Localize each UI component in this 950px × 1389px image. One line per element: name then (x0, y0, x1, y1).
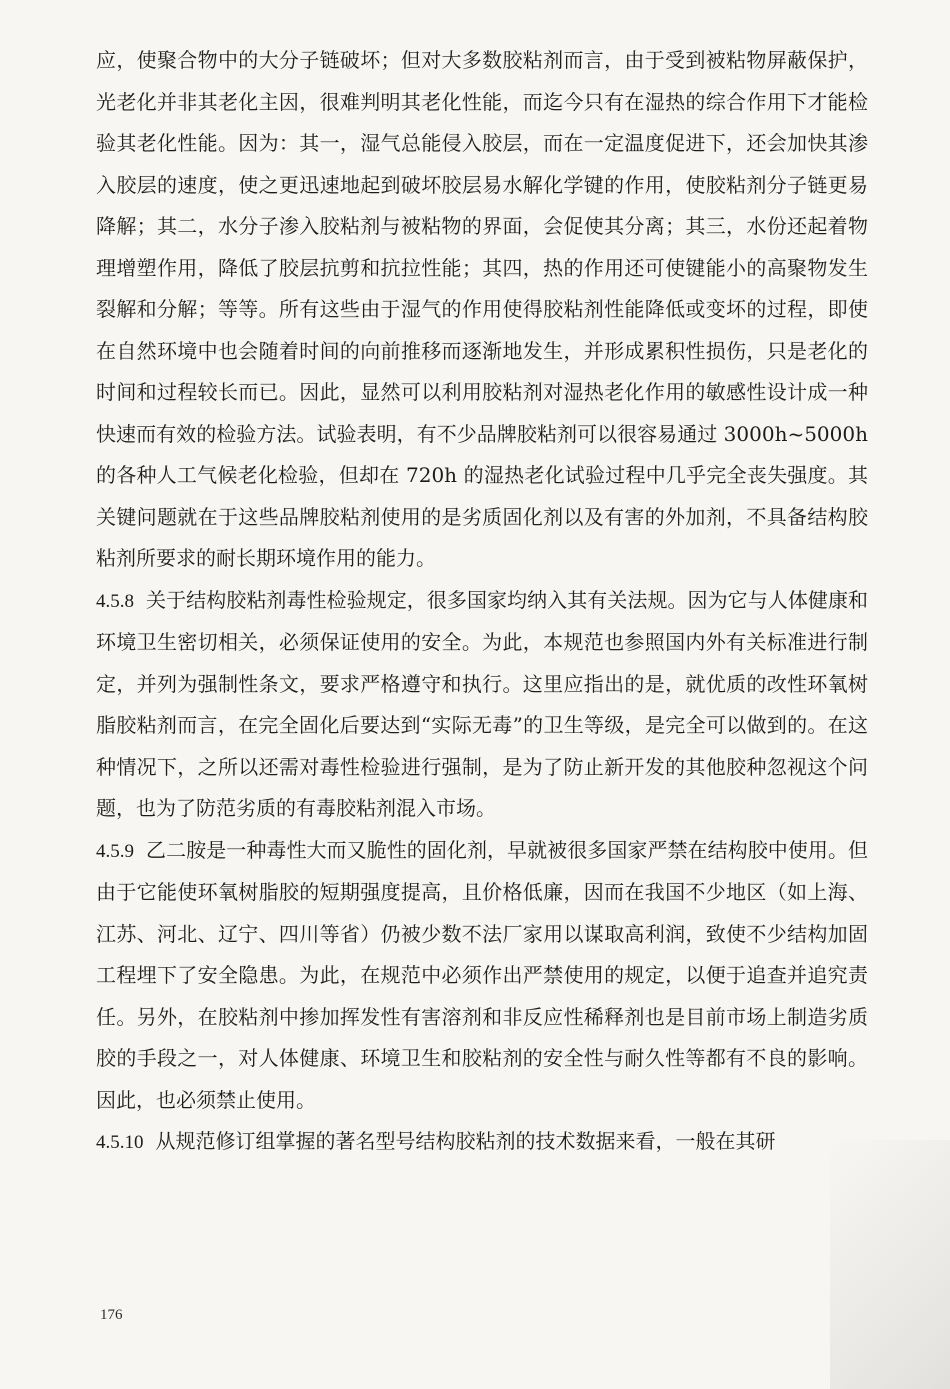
paragraph-text: 乙二胺是一种毒性大而又脆性的固化剂，早就被很多国家严禁在结构胶中使用。但由于它能使环氧树脂胶的短期强度提高，且价格低廉，因而在我国不少地区（如上海、江苏、河北、辽宁、四川等省）仍被少数不法厂家用以谋取高利润，致使不少结构加固工程埋下了安全隐患。为此，在规范中必须作出严禁使用的规定，以便于追查并追究责任。另外，在胶粘剂中掺加挥发性有害溶剂和非反应性稀释剂也是目前市场上制造劣质胶的手段之一，对人体健康、环境卫生和胶粘剂的安全性与耐久性等都有不良的影响。因此，也必须禁止使用。 (96, 837, 868, 1112)
body-text (96, 40, 868, 1164)
paragraph-clause-4-5-8 (96, 580, 868, 830)
paragraph-text: 应，使聚合物中的大分子链破坏；但对大多数胶粘剂而言，由于受到被粘物屏蔽保护，光老化并非其老化主因，很难判明其老化性能，而迄今只有在湿热的综合作用下才能检验其老化性能。因为：其一，湿气总能侵入胶层，而在一定温度促进下，还会加快其渗入胶层的速度，使之更迅速地起到破坏胶层易水解化学键的作用，使胶粘剂分子链更易降解；其二，水分子渗入胶粘剂与被粘物的界面，会促使其分离；其三，水份还起着物理增塑作用，降低了胶层抗剪和抗拉性能；其四，热的作用还可使键能小的高聚物发生裂解和分解；等等。所有这些由于湿气的作用使得胶粘剂性能降低或变坏的过程，即使在自然环境中也会随着时间的向前推移而逐渐地发生，并形成累积性损伤，只是老化的时间和过程较长而已。因此，显然可以利用胶粘剂对湿热老化作用的敏感性设计成一种快速而有效的检验方法。试验表明，有不少品牌胶粘剂可以很容易通过 3000h~5000h 的各种人工气候老化检验，但却在 720h 的湿热老化试验过程中几乎完全丧失强度。其关键问题就在于这些品牌胶粘剂使用的是劣质固化剂以及有害的外加剂，不具备结构胶粘剂所要求的耐长期环境作用的能力。 (96, 48, 868, 570)
paragraph-text: 从规范修订组掌握的著名型号结构胶粘剂的技术数据来看，一般在其研 (155, 1129, 776, 1153)
clause-number: 4.5.9 (96, 840, 134, 862)
clause-number: 4.5.10 (96, 1132, 144, 1153)
page-number: 176 (100, 1307, 123, 1323)
scan-corner-shade (830, 1140, 950, 1389)
paragraph-text: 关于结构胶粘剂毒性检验规定，很多国家均纳入其有关法规。因为它与人体健康和环境卫生密切相关，必须保证使用的安全。为此，本规范也参照国内外有关标准进行制定，并列为强制性条文，要求严格遵守和执行。这里应指出的是，就优质的改性环氧树脂胶粘剂而言，在完全固化后要达到“实际无毒”的卫生等级，是完全可以做到的。在这种情况下，之所以还需对毒性检验进行强制，是为了防止新开发的其他胶种忽视这个问题，也为了防范劣质的有毒胶粘剂混入市场。 (96, 587, 868, 820)
paragraph-clause-4-5-10 (96, 1121, 868, 1164)
clause-number: 4.5.8 (96, 590, 134, 612)
paragraph-continued (96, 40, 868, 580)
paragraph-clause-4-5-9 (96, 830, 868, 1122)
